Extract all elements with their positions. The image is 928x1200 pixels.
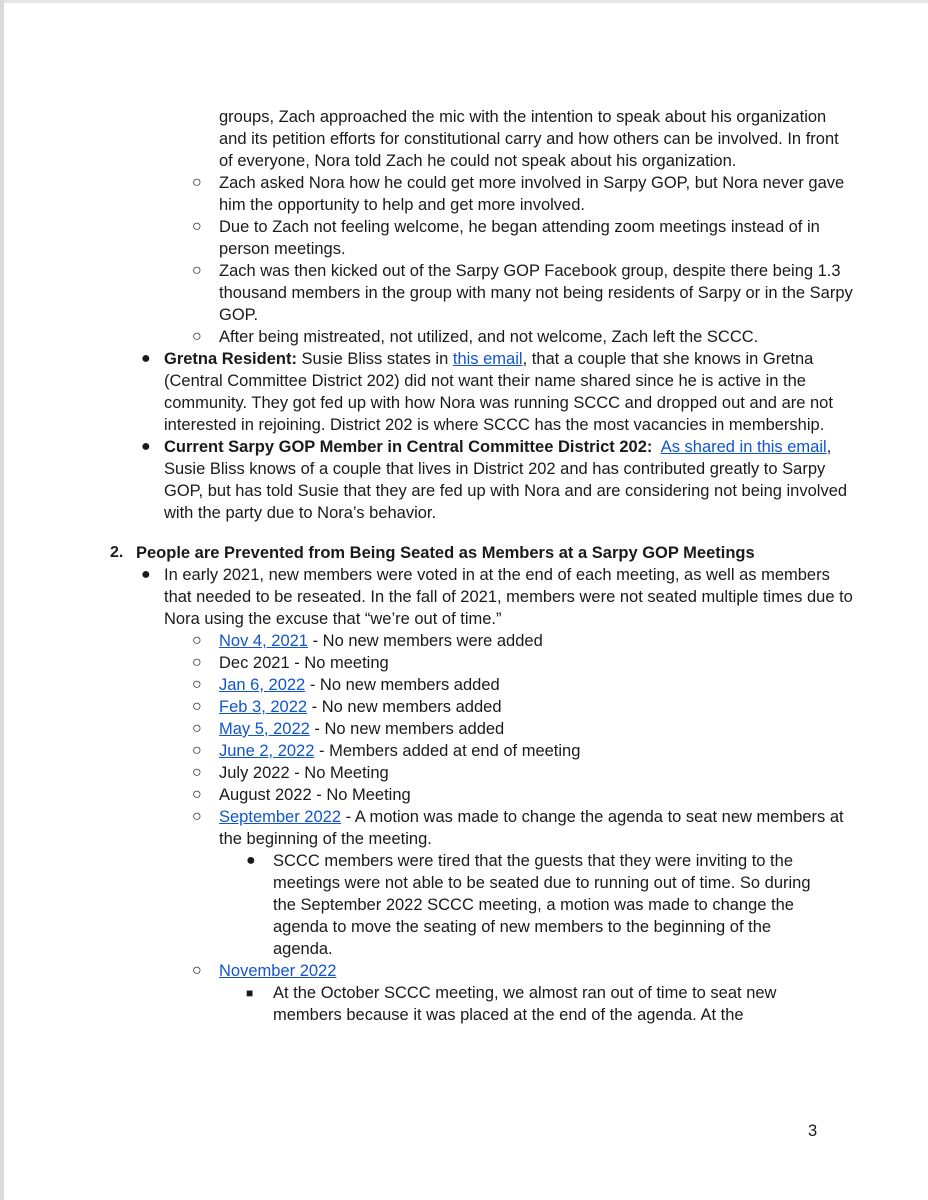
meeting-item (0, 630, 928, 652)
list-item (0, 850, 928, 960)
circle-bullet-icon: ○ (192, 698, 202, 715)
list-item-text: SCCC members were tired that the guests that they were inviting to the meetings were not able to be seated due to running out of time. So during the September 2022 SCCC meeting, a motion was made to change the agenda to move the seating of new members to the beginning of the agenda. (273, 852, 811, 958)
list-item (0, 172, 928, 216)
meeting-link[interactable]: Feb 3, 2022 (219, 698, 308, 716)
meeting-link[interactable]: November 2022 (219, 962, 337, 980)
meeting-item (0, 718, 928, 740)
square-bullet-icon: ■ (246, 986, 254, 1000)
list-item-text: In early 2021, new members were voted in at the end of each meeting, as well as members that needed to be reseated. In the fall of 2021, members were not seated multiple times due to Nora using the excuse that “we’re out of time.” (164, 566, 853, 628)
text-segment: , that a couple that she knows in Gretna (Central Committee District 202) did not want their name shared since he is active in the community. They got fed up with how Nora was running SCCC and dropped out and are not interested in rejoining. District 202 is where SCCC has the most vacancies in membership. (164, 350, 833, 434)
document-body (0, 106, 928, 1026)
list-item-text: After being mistreated, not utilized, and not welcome, Zach left the SCCC. (219, 328, 759, 346)
meeting-item-november (0, 960, 928, 982)
list-item-text (164, 436, 854, 524)
bullet-icon: ● (141, 350, 151, 367)
section-number: 2. (110, 544, 124, 561)
meeting-item (0, 696, 928, 718)
item-label: Current Sarpy GOP Member in Central Committee District 202: (164, 438, 653, 456)
circle-bullet-icon: ○ (192, 218, 202, 235)
meeting-note: - Members added at end of meeting (314, 742, 581, 760)
list-item-current-member (0, 436, 928, 524)
circle-bullet-icon: ○ (192, 720, 202, 737)
circle-bullet-icon: ○ (192, 174, 202, 191)
circle-bullet-icon: ○ (192, 632, 202, 649)
list-item-text: At the October SCCC meeting, we almost ran out of time to seat new members because it was placed at the end of the agenda. At the (273, 984, 777, 1024)
circle-bullet-icon: ○ (192, 328, 202, 345)
circle-bullet-icon: ○ (192, 676, 202, 693)
list-item-text: Zach asked Nora how he could get more involved in Sarpy GOP, but Nora never gave him the opportunity to help and get more involved. (219, 174, 845, 214)
list-item (0, 564, 928, 630)
meeting-note: July 2022 - No Meeting (219, 764, 389, 782)
circle-bullet-icon: ○ (192, 962, 202, 979)
circle-bullet-icon: ○ (192, 808, 202, 825)
text-segment: , Susie Bliss knows of a couple that lives in District 202 and has contributed greatly to Sarpy GOP, but has told Susie that they are fed up with Nora and are considering not being involved with the party due to Nora’s behavior. (164, 438, 848, 522)
section-title: People are Prevented from Being Seated as Members at a Sarpy GOP Meetings (136, 544, 755, 562)
meeting-note: August 2022 - No Meeting (219, 786, 411, 804)
text-segment (652, 438, 660, 456)
list-item (0, 260, 928, 326)
list-item (0, 982, 928, 1026)
meeting-link[interactable]: Nov 4, 2021 (219, 632, 308, 650)
list-item-gretna (0, 348, 928, 436)
meeting-note: - No new members added (305, 676, 500, 694)
text-segment: Susie Bliss states in (296, 350, 453, 368)
meeting-note: - No new members added (307, 698, 502, 716)
page-number: 3 (808, 1122, 818, 1140)
meeting-item (0, 674, 928, 696)
item-label: Gretna Resident: (164, 350, 297, 368)
meeting-item (0, 784, 928, 806)
meeting-item (0, 762, 928, 784)
list-item-text: Zach was then kicked out of the Sarpy GOP Facebook group, despite there being 1.3 thousand members in the group with many not being residents of Sarpy or in the Sarpy GOP. (219, 262, 853, 324)
email-link[interactable]: As shared in this email (660, 438, 827, 456)
circle-bullet-icon: ○ (192, 654, 202, 671)
meeting-link[interactable]: September 2022 (219, 808, 342, 826)
meeting-note: Dec 2021 - No meeting (219, 654, 389, 672)
circle-bullet-icon: ○ (192, 764, 202, 781)
meeting-item (0, 652, 928, 674)
meeting-item (0, 740, 928, 762)
meeting-link[interactable]: Jan 6, 2022 (219, 676, 306, 694)
section-heading (0, 542, 928, 564)
paragraph-continuation: groups, Zach approached the mic with the intention to speak about his organization and its petition efforts for constitutional carry and how others can be involved. In front of everyone, Nora told Zach he could not speak about his organization. (219, 108, 839, 170)
page-top-edge (0, 0, 928, 3)
list-item-text: Due to Zach not feeling welcome, he began attending zoom meetings instead of in person meetings. (219, 218, 820, 258)
bullet-icon: ● (141, 438, 151, 455)
list-item-text (164, 348, 854, 436)
meeting-list (0, 630, 928, 806)
meeting-link[interactable]: May 5, 2022 (219, 720, 310, 738)
bullet-icon: ● (246, 852, 256, 869)
meeting-note: - No new members added (309, 720, 505, 738)
circle-bullet-icon: ○ (192, 742, 202, 759)
circle-bullet-icon: ○ (192, 262, 202, 279)
spacer (0, 524, 928, 542)
meeting-note: - A motion was made to change the agenda to seat new members at the beginning of the meeting. (219, 808, 844, 848)
bullet-icon: ● (141, 566, 151, 583)
email-link[interactable]: this email (452, 350, 523, 368)
meeting-note: - No new members were added (307, 632, 543, 650)
meeting-item-september (0, 806, 928, 850)
meeting-link[interactable]: June 2, 2022 (219, 742, 315, 760)
list-item (0, 216, 928, 260)
list-item (0, 326, 928, 348)
circle-bullet-icon: ○ (192, 786, 202, 803)
